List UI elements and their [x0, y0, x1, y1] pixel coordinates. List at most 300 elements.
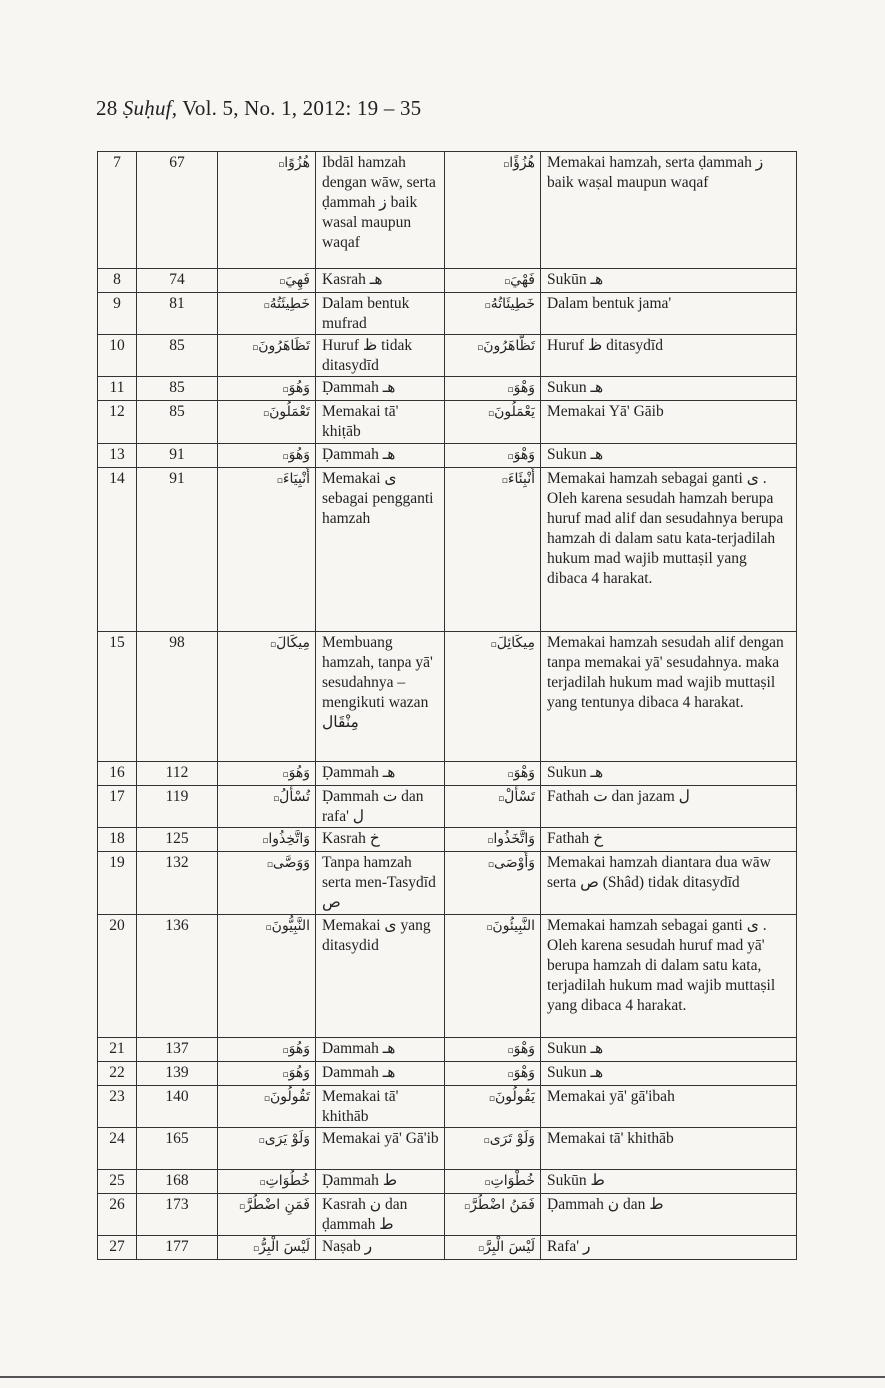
description-1-text: Dalam bentuk mufrad: [322, 295, 410, 332]
row-number-text: 16: [109, 764, 125, 781]
arabic-reading-2: [445, 1194, 541, 1236]
verse-number-text: 81: [169, 295, 185, 312]
verse-number: [137, 401, 218, 444]
arabic-reading-1: [218, 1128, 316, 1170]
bullet-marker-icon: ▫: [279, 277, 286, 287]
arabic-reading-2: [445, 335, 541, 377]
description-2-text: Memakai tā' khithāb: [547, 1130, 674, 1147]
verse-number: [137, 828, 218, 852]
bullet-marker-icon: ▫: [282, 385, 289, 395]
table-row: [98, 1194, 797, 1236]
row-number-text: 26: [109, 1196, 125, 1213]
arabic-reading-1-text: وَهُوَ: [288, 380, 310, 396]
bullet-marker-icon: ▫: [484, 1178, 491, 1188]
row-number: [98, 152, 137, 269]
arabic-reading-2: [445, 1062, 541, 1086]
description-2: [541, 293, 797, 335]
verse-number: [137, 1062, 218, 1086]
arabic-reading-1-text: تَظَاهَرُونَ: [258, 338, 310, 354]
verse-number-text: 85: [169, 379, 185, 396]
description-2: [541, 444, 797, 468]
bullet-marker-icon: ▫: [507, 385, 514, 395]
table-row: [98, 762, 797, 786]
arabic-reading-2: [445, 1128, 541, 1170]
arabic-reading-1-text: وَهُوَ: [288, 447, 310, 463]
bullet-marker-icon: ▫: [273, 794, 280, 804]
table-row: [98, 1062, 797, 1086]
bullet-marker-icon: ▫: [252, 1244, 260, 1254]
description-2: [541, 1086, 797, 1128]
arabic-reading-1: [218, 468, 316, 632]
description-1-text: Memakai ى sebagai pengganti hamzah: [322, 470, 434, 527]
arabic-reading-1: [218, 1038, 316, 1062]
arabic-reading-2-text: تَظَّاهَرُونَ: [483, 338, 535, 354]
arabic-reading-1: [218, 1086, 316, 1128]
arabic-reading-2: [445, 444, 541, 468]
arabic-reading-1-text: تُسْأَلُ: [279, 789, 310, 805]
table-row: [98, 1236, 797, 1260]
description-1: [316, 152, 445, 269]
description-1-text: Ḍammah ط: [322, 1172, 398, 1189]
bullet-marker-icon: ▫: [263, 1094, 270, 1104]
arabic-reading-1: [218, 269, 316, 293]
description-2: [541, 468, 797, 632]
row-number: [98, 401, 137, 444]
row-number-text: 10: [109, 337, 125, 354]
bullet-marker-icon: ▫: [266, 860, 273, 870]
description-2-text: Huruf ظ ditasydīd: [547, 337, 663, 354]
row-number-text: 20: [109, 917, 125, 934]
table-row: [98, 828, 797, 852]
bullet-marker-icon: ▫: [477, 343, 484, 353]
row-number-text: 13: [109, 446, 125, 463]
verse-number: [137, 468, 218, 632]
bullet-marker-icon: ▫: [282, 452, 289, 462]
description-1-text: Memakai tā' khiṭāb: [322, 403, 399, 440]
row-number: [98, 444, 137, 468]
verse-number: [137, 293, 218, 335]
description-2: [541, 762, 797, 786]
table-row: [98, 444, 797, 468]
verse-number: [137, 852, 218, 915]
bullet-marker-icon: ▫: [262, 409, 270, 419]
row-number: [98, 762, 137, 786]
arabic-reading-2-text: أَنْبِئَاءَ: [507, 471, 535, 487]
arabic-reading-2: [445, 401, 541, 444]
arabic-reading-2-text: فَمَنُ اضْطُرَّ: [470, 1197, 535, 1213]
description-1-text: Kasrah خ: [322, 830, 380, 847]
bullet-marker-icon: ▫: [464, 1202, 471, 1212]
description-1-text: Membuang hamzah, tanpa yā' sesudahnya – mengikuti wazan مِنْقَال: [322, 634, 433, 731]
description-1: [316, 1194, 445, 1236]
row-number-text: 22: [109, 1064, 125, 1081]
arabic-reading-1-text: فَمَنِ اضْطُرَّ: [245, 1197, 310, 1213]
row-number: [98, 1194, 137, 1236]
row-number-text: 15: [109, 634, 125, 651]
description-2: [541, 828, 797, 852]
row-number: [98, 1086, 137, 1128]
bullet-marker-icon: ▫: [487, 860, 495, 870]
bullet-marker-icon: ▫: [282, 1070, 289, 1080]
bullet-marker-icon: ▫: [269, 640, 277, 650]
bullet-marker-icon: ▫: [483, 1136, 490, 1146]
bullet-marker-icon: ▫: [501, 476, 508, 486]
row-number: [98, 786, 137, 828]
arabic-reading-1: [218, 786, 316, 828]
arabic-reading-1-text: وَلَوْ يَرَى: [264, 1131, 310, 1147]
verse-number: [137, 152, 218, 269]
arabic-reading-2: [445, 632, 541, 762]
bullet-marker-icon: ▫: [282, 770, 289, 780]
description-1-text: Ḍammah هـ: [322, 379, 396, 396]
description-1-text: Memakai tā' khithāb: [322, 1088, 399, 1125]
description-1-text: Kasrah هـ: [322, 271, 383, 288]
table-row: [98, 1170, 797, 1194]
arabic-reading-1: [218, 828, 316, 852]
description-1-text: Ḍammah هـ: [322, 764, 396, 781]
arabic-reading-2: [445, 293, 541, 335]
verse-number-text: 67: [169, 154, 185, 171]
row-number-text: 7: [113, 154, 121, 171]
description-2-text: Fathah ت dan jazam ل: [547, 788, 690, 805]
arabic-reading-1-text: وَهُوَ: [288, 1041, 310, 1057]
row-number: [98, 1170, 137, 1194]
verse-number: [137, 1236, 218, 1260]
verse-number: [137, 632, 218, 762]
bullet-marker-icon: ▫: [507, 1070, 514, 1080]
description-1: [316, 1038, 445, 1062]
arabic-reading-1: [218, 1236, 316, 1260]
row-number: [98, 1038, 137, 1062]
description-2: [541, 377, 797, 401]
bullet-marker-icon: ▫: [507, 1046, 514, 1056]
row-number: [98, 335, 137, 377]
description-2: [541, 1038, 797, 1062]
arabic-reading-2: [445, 269, 541, 293]
description-1: [316, 1128, 445, 1170]
verse-number-text: 98: [169, 634, 185, 651]
description-2-text: Rafa' ر: [547, 1238, 591, 1255]
row-number: [98, 1128, 137, 1170]
bullet-marker-icon: ▫: [263, 301, 270, 311]
arabic-reading-1-text: هُزُوًا: [284, 155, 310, 171]
description-1-text: Tanpa hamzah serta men-Tasydīd ص: [322, 854, 436, 911]
verse-number: [137, 444, 218, 468]
row-number-text: 18: [109, 830, 125, 847]
description-1: [316, 1086, 445, 1128]
bullet-marker-icon: ▫: [507, 770, 514, 780]
description-1: [316, 852, 445, 915]
arabic-reading-1-text: أَنْبِيَاءَ: [282, 471, 310, 487]
description-1: [316, 401, 445, 444]
verse-number: [137, 269, 218, 293]
description-1: [316, 335, 445, 377]
bullet-marker-icon: ▫: [487, 836, 494, 846]
row-number-text: 23: [109, 1088, 125, 1105]
table-row: [98, 293, 797, 335]
row-number-text: 27: [109, 1238, 125, 1255]
arabic-reading-2: [445, 1038, 541, 1062]
description-2-text: Sukun هـ: [547, 1064, 604, 1081]
description-1: [316, 786, 445, 828]
qiraat-comparison-table: [97, 151, 797, 1260]
verse-number: [137, 915, 218, 1038]
bullet-marker-icon: ▫: [486, 923, 493, 933]
arabic-reading-1: [218, 377, 316, 401]
verse-number-text: 112: [165, 764, 189, 781]
bullet-marker-icon: ▫: [487, 409, 495, 419]
verse-number-text: 85: [169, 337, 185, 354]
description-2-text: Memakai Yā' Gāib: [547, 403, 664, 420]
arabic-reading-2: [445, 1170, 541, 1194]
bullet-marker-icon: ▫: [276, 476, 283, 486]
arabic-reading-2: [445, 377, 541, 401]
journal-name: Ṣuḥuf,: [122, 96, 178, 120]
arabic-reading-1: [218, 852, 316, 915]
arabic-reading-2-text: يَعْمَلُونَ: [494, 404, 535, 420]
description-2-text: Memakai hamzah sebagai ganti ى . Oleh karena sesudah huruf mad yā' berupa hamzah di dalam satu kata, terjadilah hukum mad wajib muttaṣil yang dibaca 4 harakat.: [547, 917, 776, 1014]
arabic-reading-1: [218, 1062, 316, 1086]
verse-number: [137, 762, 218, 786]
row-number-text: 14: [109, 470, 125, 487]
table-row: [98, 468, 797, 632]
description-1-text: Memakai yā' Gā'ib: [322, 1130, 439, 1147]
row-number: [98, 852, 137, 915]
description-2: [541, 786, 797, 828]
arabic-reading-1: [218, 335, 316, 377]
arabic-reading-2-text: مِيكَائِلَ: [496, 635, 535, 651]
description-2: [541, 1170, 797, 1194]
bullet-marker-icon: ▫: [498, 794, 505, 804]
verse-number-text: 177: [165, 1238, 189, 1255]
verse-number-text: 85: [169, 403, 185, 420]
arabic-reading-2-text: وَهْوَ: [513, 1065, 535, 1081]
description-2-text: Memakai hamzah diantara dua wāw serta ص (Shâd) tidak ditasydīd: [547, 854, 771, 891]
description-1-text: Ḍammah ت dan rafa' ل: [322, 788, 424, 825]
arabic-reading-2-text: يَقُولُونَ: [495, 1089, 535, 1105]
row-number: [98, 828, 137, 852]
description-2: [541, 401, 797, 444]
bullet-marker-icon: ▫: [488, 1094, 495, 1104]
row-number: [98, 293, 137, 335]
description-2-text: Fathah خ: [547, 830, 604, 847]
row-number: [98, 1062, 137, 1086]
description-1: [316, 293, 445, 335]
table-row: [98, 335, 797, 377]
verse-number: [137, 786, 218, 828]
arabic-reading-2: [445, 828, 541, 852]
verse-number: [137, 1194, 218, 1236]
bullet-marker-icon: ▫: [507, 452, 514, 462]
description-2-text: Sukun هـ: [547, 379, 604, 396]
description-2-text: Sukūn هـ: [547, 271, 604, 288]
description-1-text: Dammah هـ: [322, 1064, 396, 1081]
verse-number-text: 136: [165, 917, 189, 934]
arabic-reading-1-text: وَوَصَّى: [272, 855, 310, 871]
description-2: [541, 1128, 797, 1170]
arabic-reading-1: [218, 152, 316, 269]
description-1: [316, 269, 445, 293]
description-2-text: Memakai yā' gā'ibah: [547, 1088, 675, 1105]
row-number: [98, 468, 137, 632]
arabic-reading-1-text: وَهُوَ: [288, 765, 310, 781]
row-number-text: 9: [113, 295, 121, 312]
arabic-reading-1-text: لَيْسَ الْبِرُّ: [259, 1239, 310, 1255]
row-number: [98, 269, 137, 293]
description-2-text: Memakai hamzah sebagai ganti ى . Oleh karena sesudah hamzah berupa huruf mad alif dan sesudahnya berupa hamzah di dalam satu kata-terjadilah hukum mad wajib muttaṣil yang dibaca 4 harakat.: [547, 470, 784, 587]
verse-number: [137, 1128, 218, 1170]
arabic-reading-1-text: وَاتَّخِذُوا: [268, 831, 310, 847]
description-2: [541, 632, 797, 762]
description-1: [316, 1170, 445, 1194]
description-1: [316, 632, 445, 762]
arabic-reading-1: [218, 632, 316, 762]
description-2: [541, 1236, 797, 1260]
row-number-text: 19: [109, 854, 125, 871]
verse-number-text: 125: [165, 830, 189, 847]
arabic-reading-1: [218, 1170, 316, 1194]
description-1-text: Kasrah ن dan ḍammah ط: [322, 1196, 408, 1233]
arabic-reading-2-text: هُزُؤًا: [509, 155, 535, 171]
arabic-reading-1-text: النَّبِيُّونَ: [271, 918, 310, 934]
description-2: [541, 852, 797, 915]
verse-number-text: 137: [165, 1040, 189, 1057]
table-row: [98, 1038, 797, 1062]
arabic-reading-1: [218, 1194, 316, 1236]
scan-edge-line: [0, 1376, 885, 1378]
row-number: [98, 915, 137, 1038]
page-header: [96, 96, 421, 121]
table-row: [98, 632, 797, 762]
arabic-reading-1-text: تَعْمَلُونَ: [269, 404, 310, 420]
description-2: [541, 152, 797, 269]
bullet-marker-icon: ▫: [259, 1178, 266, 1188]
bullet-marker-icon: ▫: [477, 1244, 485, 1254]
verse-number-text: 91: [169, 470, 185, 487]
table-row: [98, 1086, 797, 1128]
arabic-reading-1-text: خُطُوَاتِ: [265, 1173, 310, 1189]
verse-number-text: 139: [165, 1064, 189, 1081]
arabic-reading-1: [218, 444, 316, 468]
verse-number: [137, 1038, 218, 1062]
description-1: [316, 828, 445, 852]
bullet-marker-icon: ▫: [239, 1202, 246, 1212]
table-row: [98, 377, 797, 401]
description-1: [316, 1062, 445, 1086]
verse-number: [137, 1086, 218, 1128]
bullet-marker-icon: ▫: [282, 1046, 289, 1056]
table-row: [98, 401, 797, 444]
arabic-reading-2-text: وَأَوْصَى: [494, 855, 535, 871]
arabic-reading-2-text: وَهْوَ: [513, 765, 535, 781]
verse-number-text: 74: [169, 271, 185, 288]
arabic-reading-2: [445, 152, 541, 269]
row-number-text: 8: [113, 271, 121, 288]
row-number-text: 17: [109, 788, 125, 805]
bullet-marker-icon: ▫: [484, 301, 491, 311]
description-1: [316, 444, 445, 468]
arabic-reading-2-text: وَلَوْ تَرَى: [489, 1131, 535, 1147]
bullet-marker-icon: ▫: [503, 160, 510, 170]
arabic-reading-1: [218, 293, 316, 335]
arabic-reading-2-text: فَهْيَ: [510, 272, 535, 288]
arabic-reading-1: [218, 401, 316, 444]
description-2-text: Memakai hamzah, serta ḍammah ز baik waṣal maupun waqaf: [547, 154, 764, 191]
description-1: [316, 1236, 445, 1260]
arabic-reading-2-text: لَيْسَ الْبِرَّ: [484, 1239, 535, 1255]
verse-number-text: 119: [165, 788, 189, 805]
description-1-text: Memakai ى yang ditasydid: [322, 917, 431, 954]
table-row: [98, 152, 797, 269]
bullet-marker-icon: ▫: [258, 1136, 265, 1146]
description-2: [541, 1194, 797, 1236]
description-1: [316, 915, 445, 1038]
description-2-text: Sukūn ط: [547, 1172, 605, 1189]
row-number-text: 25: [109, 1172, 125, 1189]
bullet-marker-icon: ▫: [490, 640, 497, 650]
verse-number: [137, 335, 218, 377]
page-number: 28: [96, 96, 118, 120]
arabic-reading-2-text: وَهْوَ: [513, 1041, 535, 1057]
description-1-text: Ibdāl hamzah dengan wāw, serta ḍammah ز baik wasal maupun waqaf: [322, 154, 436, 251]
description-2-text: Sukun هـ: [547, 1040, 604, 1057]
bullet-marker-icon: ▫: [252, 343, 259, 353]
verse-number-text: 91: [169, 446, 185, 463]
arabic-reading-2: [445, 786, 541, 828]
journal-issue: Vol. 5, No. 1, 2012: 19 – 35: [177, 96, 422, 120]
bullet-marker-icon: ▫: [504, 277, 511, 287]
description-2: [541, 1062, 797, 1086]
arabic-reading-1-text: تَقُولُونَ: [270, 1089, 310, 1105]
arabic-reading-2-text: خَطِيئَاتُهُ: [490, 296, 535, 312]
description-1-text: Naṣab ر: [322, 1238, 373, 1255]
description-2: [541, 335, 797, 377]
arabic-reading-2-text: خُطْوَاتِ: [490, 1173, 535, 1189]
table-row: [98, 915, 797, 1038]
bullet-marker-icon: ▫: [265, 923, 272, 933]
table-row: [98, 1128, 797, 1170]
row-number-text: 21: [109, 1040, 125, 1057]
table-row: [98, 852, 797, 915]
description-1-text: Dammah هـ: [322, 1040, 396, 1057]
arabic-reading-2-text: وَهْوَ: [513, 380, 535, 396]
bullet-marker-icon: ▫: [262, 836, 269, 846]
arabic-reading-2: [445, 468, 541, 632]
bullet-marker-icon: ▫: [278, 160, 285, 170]
description-1: [316, 377, 445, 401]
arabic-reading-2-text: وَهْوَ: [513, 447, 535, 463]
verse-number-text: 168: [165, 1172, 189, 1189]
table-row: [98, 786, 797, 828]
row-number-text: 24: [109, 1130, 125, 1147]
verse-number-text: 173: [165, 1196, 189, 1213]
row-number: [98, 377, 137, 401]
table-row: [98, 269, 797, 293]
row-number-text: 11: [109, 379, 125, 396]
arabic-reading-1-text: مِيكَالَ: [276, 635, 310, 651]
row-number: [98, 632, 137, 762]
row-number-text: 12: [109, 403, 125, 420]
description-2-text: Memakai hamzah sesudah alif dengan tanpa memakai yā' sesudahnya. maka terjadilah hukum mad wajib muttaṣil yang tentunya dibaca 4 harakat.: [547, 634, 784, 711]
row-number: [98, 1236, 137, 1260]
description-2: [541, 269, 797, 293]
arabic-reading-2: [445, 852, 541, 915]
verse-number-text: 140: [165, 1088, 189, 1105]
arabic-reading-2-text: تَسْأَلْ: [504, 789, 535, 805]
arabic-reading-2-text: وَاتَّخَذُوا: [493, 831, 535, 847]
description-1: [316, 468, 445, 632]
description-2-text: Dalam bentuk jama': [547, 295, 672, 312]
